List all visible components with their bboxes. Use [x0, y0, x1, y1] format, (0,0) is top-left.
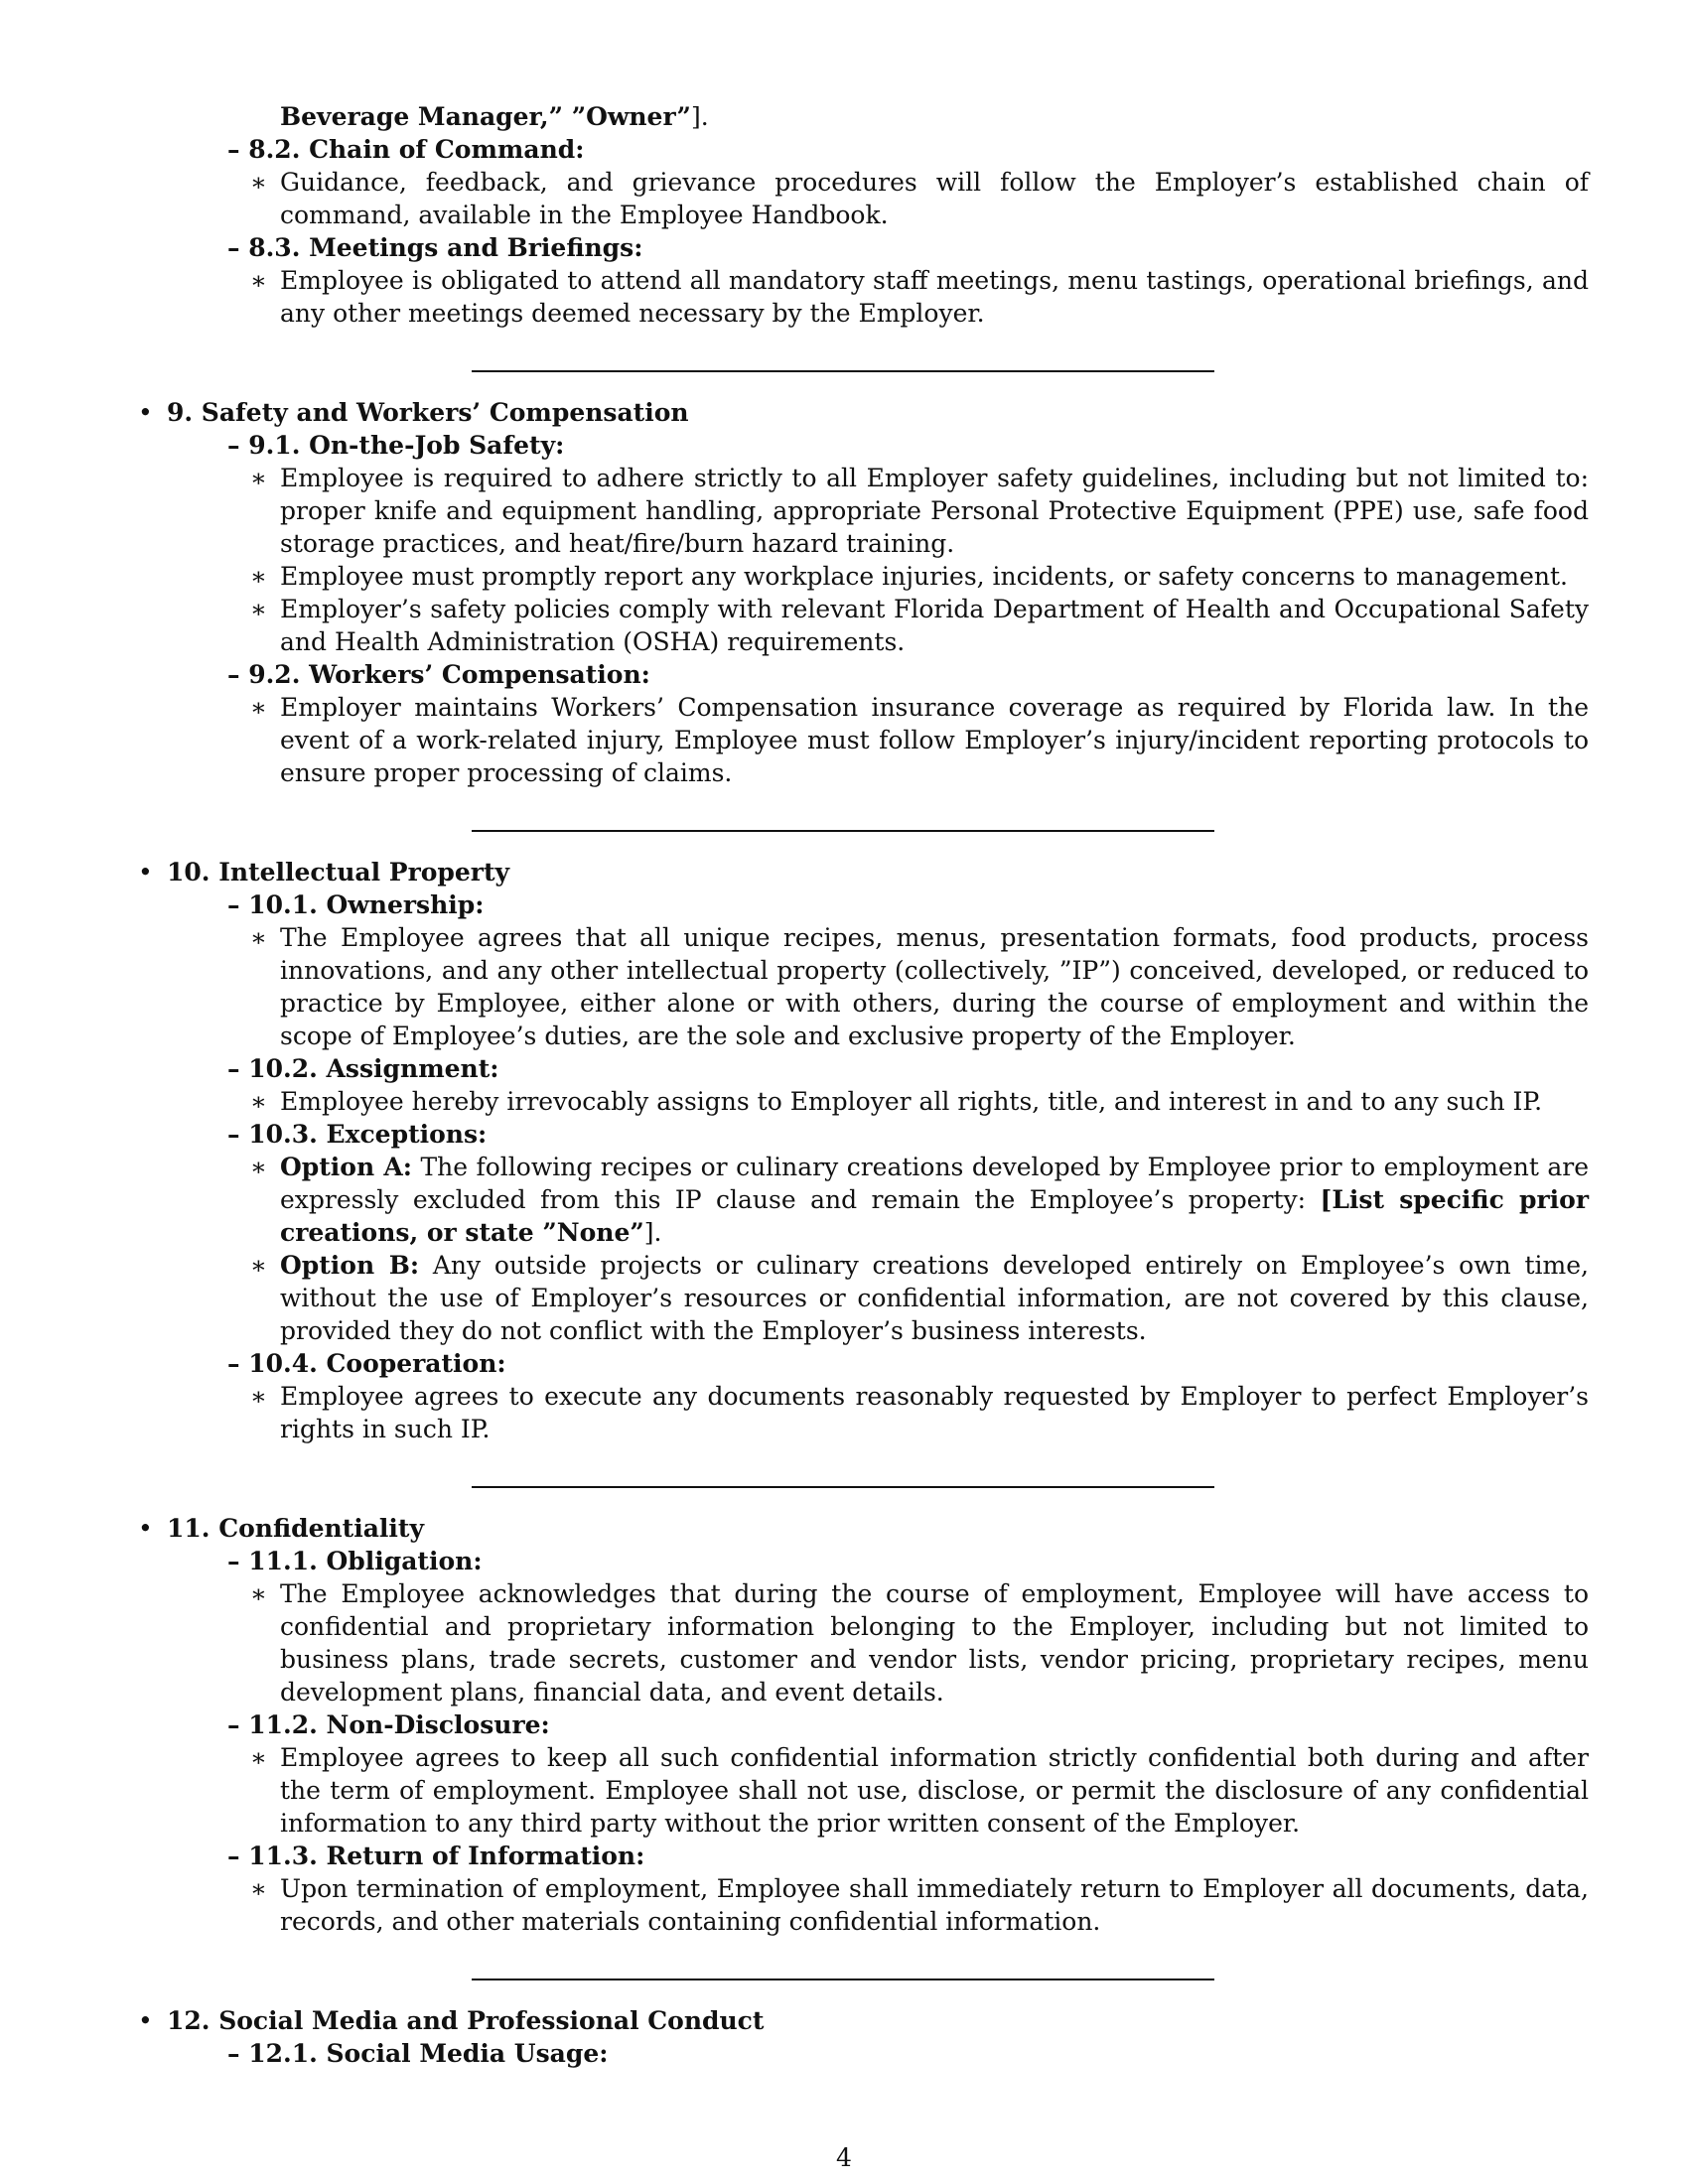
list-item: ∗ The Employee agrees that all unique recipes, menus, presentation formats, food products, process innovations, and any other intellectual property (collectively, ”IP”) conceived, developed, or reduced to practice by Employee, either alone or with others, during the course of employment and within the scope of Employee’s duties, are the sole and exclusive property of the Employer. [250, 923, 1589, 1050]
subsection-11-1-heading: – 11.1. Obligation: [227, 1547, 483, 1575]
list-item: ∗ Employee agrees to keep all such confidential information strictly confidential both during and after the term of employment. Employee shall not use, disclose, or permit the disclosure of any confidential information to any third party without the prior written consent of the Employer. [250, 1743, 1589, 1838]
subsection-12-1-heading: – 12.1. Social Media Usage: [227, 2039, 609, 2068]
subsection-9-2-heading: – 9.2. Workers’ Compensation: [227, 660, 650, 689]
subsection-10-2-heading: – 10.2. Assignment: [227, 1054, 499, 1083]
subsection-10-4-heading: – 10.4. Cooperation: [227, 1349, 506, 1378]
subsection-8-3-heading: – 8.3. Meetings and Briefings: [227, 233, 643, 262]
list-item: ∗ Option B: Any outside projects or culinary creations developed entirely on Employee’s own time, without the use of Employer’s resources or confidential information, are not covered by this clause, provided they do not conflict with the Employer’s business interests. [250, 1251, 1589, 1345]
section-10-heading: • 10. Intellectual Property [138, 858, 510, 887]
list-item: ∗ Employee hereby irrevocably assigns to Employer all rights, title, and interest in and to any such IP. [250, 1087, 1543, 1116]
section-divider [472, 1486, 1214, 1488]
page-number: 4 [836, 2143, 852, 2172]
list-item: ∗ Employer’s safety policies comply with relevant Florida Department of Health and Occupational Safety and Health Administration (OSHA) requirements. [250, 595, 1589, 656]
continuation-line: Beverage Manager,” ”Owner”]. [280, 102, 709, 131]
subsection-8-2-heading: – 8.2. Chain of Command: [227, 135, 585, 164]
section-divider [472, 830, 1214, 832]
list-item: ∗ Employee must promptly report any workplace injuries, incidents, or safety concerns to management. [250, 562, 1568, 591]
list-item: ∗ Employee is obligated to attend all mandatory staff meetings, menu tastings, operational briefings, and any other meetings deemed necessary by the Employer. [250, 266, 1589, 328]
list-item: ∗ Employee is required to adhere strictly to all Employer safety guidelines, including but not limited to: proper knife and equipment handling, appropriate Personal Protective Equipment (PPE) use, safe food storage practices, and heat/fire/burn hazard training. [250, 464, 1589, 558]
list-item: ∗ Guidance, feedback, and grievance procedures will follow the Employer’s established chain of command, available in the Employee Handbook. [250, 168, 1589, 229]
list-item: ∗ The Employee acknowledges that during the course of employment, Employee will have access to confidential and proprietary information belonging to the Employer, including but not limited to business plans, trade secrets, customer and vendor lists, vendor pricing, proprietary recipes, menu development plans, financial data, and event details. [250, 1579, 1589, 1706]
subsection-10-1-heading: – 10.1. Ownership: [227, 890, 485, 919]
list-item: ∗ Upon termination of employment, Employee shall immediately return to Employer all documents, data, records, and other materials containing confidential information. [250, 1874, 1589, 1936]
subsection-10-3-heading: – 10.3. Exceptions: [227, 1120, 488, 1149]
list-item: ∗ Employer maintains Workers’ Compensation insurance coverage as required by Florida law. In the event of a work-related injury, Employee must follow Employer’s injury/incident reporting protocols to ensure proper processing of claims. [250, 693, 1589, 787]
list-item: ∗ Employee agrees to execute any documents reasonably requested by Employer to perfect Employer’s rights in such IP. [250, 1382, 1589, 1443]
continuation-bold: Beverage Manager,” ”Owner” [280, 102, 691, 131]
subsection-9-1-heading: – 9.1. On-the-Job Safety: [227, 431, 565, 460]
section-9-heading: • 9. Safety and Workers’ Compensation [138, 398, 689, 427]
subsection-11-3-heading: – 11.3. Return of Information: [227, 1842, 645, 1870]
section-divider [472, 1979, 1214, 1980]
section-11-heading: • 11. Confidentiality [138, 1514, 424, 1543]
list-item: ∗ Option A: The following recipes or culinary creations developed by Employee prior to employment are expressly excluded from this IP clause and remain the Employee’s property: [List specific prior creations, or state ”None”]. [250, 1153, 1590, 1247]
section-12-heading: • 12. Social Media and Professional Conduct [138, 2006, 765, 2035]
subsection-11-2-heading: – 11.2. Non-Disclosure: [227, 1710, 550, 1739]
section-divider [472, 370, 1214, 372]
